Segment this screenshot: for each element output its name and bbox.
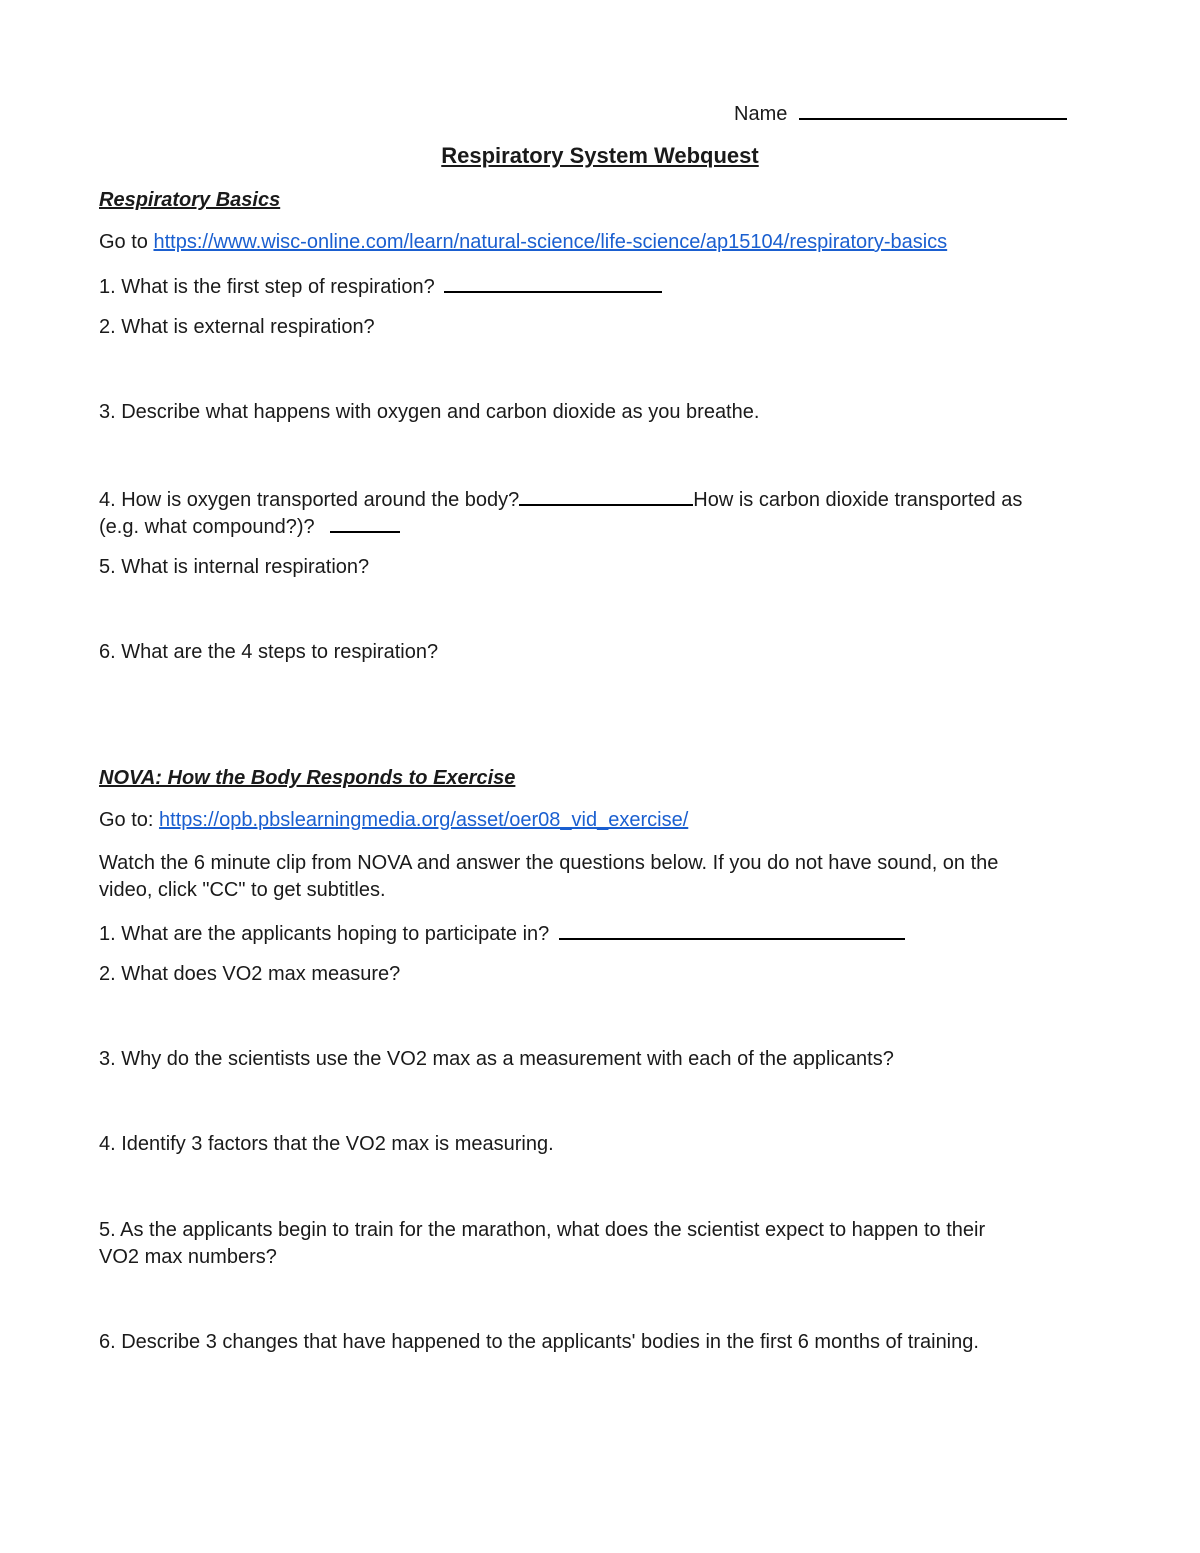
goto-label: Go to — [99, 231, 148, 253]
s1-question-4-text-c: (e.g. what compound?)? — [99, 516, 315, 538]
respiratory-basics-link[interactable]: https://www.wisc-online.com/learn/natural-science/life-science/ap15104/respiratory-basics — [153, 231, 948, 253]
s1-question-4-text-a: 4. How is oxygen transported around the body? — [99, 489, 520, 511]
s1-question-3: 3. Describe what happens with oxygen and carbon dioxide as you breathe. — [99, 401, 760, 423]
s2-question-3: 3. Why do the scientists use the VO2 max as a measurement with each of the applicants? — [99, 1048, 894, 1070]
name-label: Name — [734, 103, 788, 125]
s2-intro-line-2: video, click "CC" to get subtitles. — [99, 879, 386, 901]
s1-question-4-text-b: How is carbon dioxide transported as — [693, 489, 1023, 511]
s1-answer-1-blank[interactable] — [444, 273, 662, 293]
s2-answer-1-blank[interactable] — [559, 920, 905, 940]
s1-question-1 — [99, 273, 662, 299]
s2-question-6: 6. Describe 3 changes that have happened to the applicants' bodies in the first 6 months of training. — [99, 1331, 979, 1353]
nova-video-link[interactable]: https://opb.pbslearningmedia.org/asset/oer08_vid_exercise/ — [159, 809, 689, 831]
page-title: Respiratory System Webquest — [441, 143, 759, 168]
s1-question-5: 5. What is internal respiration? — [99, 556, 370, 578]
s2-intro-line-1: Watch the 6 minute clip from NOVA and answer the questions below. If you do not have sound, on the — [99, 852, 999, 874]
s2-question-4: 4. Identify 3 factors that the VO2 max is measuring. — [99, 1133, 554, 1155]
s1-question-4 — [99, 486, 1022, 512]
s1-question-1-text: 1. What is the first step of respiration? — [99, 276, 435, 298]
s1-question-4-cont — [99, 513, 400, 539]
s2-question-1-text: 1. What are the applicants hoping to participate in? — [99, 923, 550, 945]
section-heading-respiratory-basics: Respiratory Basics — [99, 189, 281, 211]
s2-question-2: 2. What does VO2 max measure? — [99, 963, 401, 985]
s2-question-1 — [99, 920, 905, 946]
s1-question-6: 6. What are the 4 steps to respiration? — [99, 641, 439, 663]
section-heading-nova: NOVA: How the Body Responds to Exercise — [99, 767, 516, 789]
goto-line-2 — [99, 808, 688, 832]
name-blank[interactable] — [799, 100, 1067, 120]
name-field — [734, 100, 1067, 126]
s1-answer-4a-blank[interactable] — [519, 486, 693, 506]
s1-answer-4b-blank[interactable] — [330, 513, 400, 533]
goto-line-1 — [99, 230, 947, 254]
goto-label-2: Go to: — [99, 809, 154, 831]
s2-question-5-line-1: 5. As the applicants begin to train for the marathon, what does the scientist expect to happen to their — [99, 1219, 986, 1241]
s1-question-2: 2. What is external respiration? — [99, 316, 375, 338]
s2-question-5-line-2: VO2 max numbers? — [99, 1246, 277, 1268]
